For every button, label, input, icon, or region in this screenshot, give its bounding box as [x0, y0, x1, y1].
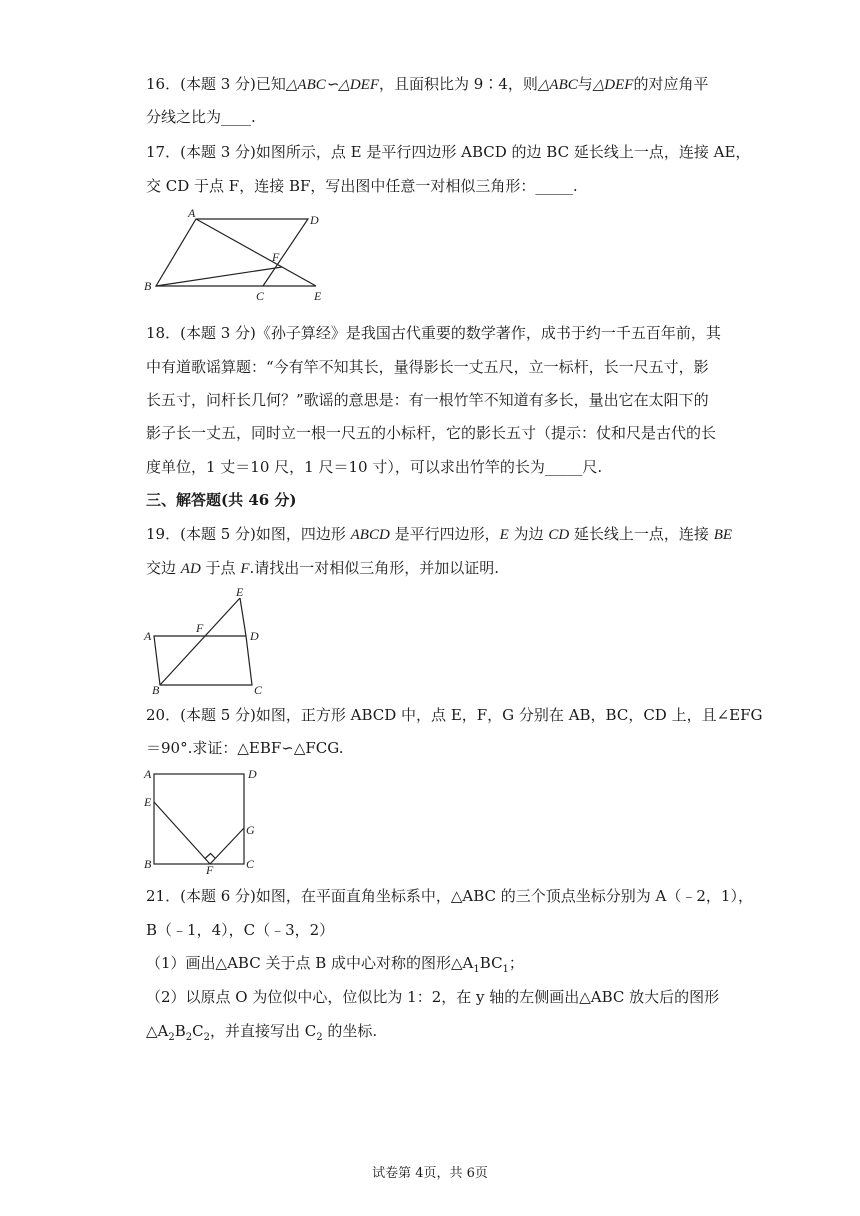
q17-figure: [138, 206, 338, 306]
q21-line-3: （1）画出△ABC 关于点 B 成中心对称的图形$\triangle A_1BC_1$；: [146, 954, 524, 975]
q19-line-2: 交边 AD 于点 F.请找出一对相似三角形，并加以证明.: [146, 559, 500, 577]
q20-segment-ef: [154, 802, 210, 864]
q21-line-4: （2）以原点 O 为位似中心，位似比为 1：2，在 y 轴的左侧画出△ABC 放大后的图形: [146, 988, 720, 1006]
q17-label-f: F: [272, 250, 280, 264]
page-footer: 试卷第 4页，共 6页: [372, 1166, 488, 1181]
section-heading: 三、解答题(共 46 分): [146, 491, 297, 509]
q16-line-1: 16．(本题 3 分)已知△ABC∽△DEF，且面积比为 9∶4，则△ABC与△DEF的对应角平: [146, 75, 709, 93]
q21-line-1: 21．(本题 6 分)如图，在平面直角坐标系中，△ABC 的三个顶点坐标分别为 A（﹣2，1），: [146, 887, 753, 905]
q21-line-2: B（﹣1，4），C（﹣3，2）: [146, 921, 335, 939]
q17-label-e: E: [314, 289, 322, 303]
q18-line-2: 中有道歌谣算题：“今有竿不知其长，量得影长一丈五尺，立一标杆，长一尺五寸，影: [146, 358, 709, 376]
q19-line-1: 19．(本题 5 分)如图，四边形 ABCD 是平行四边形，E 为边 CD 延长线上一点，连接 BE: [146, 525, 733, 543]
q20-line-2: ＝90°.求证：△EBF∽△FCG.: [146, 739, 344, 757]
q18-line-1: 18．(本题 3 分)《孙子算经》是我国古代重要的数学著作，成书于约一千五百年前，其: [146, 324, 721, 342]
q20-label-b: B: [144, 857, 152, 871]
q20-label-c: C: [246, 857, 255, 871]
q18-line-3: 长五寸，问杆长几何？”歌谣的意思是：有一根竹竿不知道有多长，量出它在太阳下的: [146, 391, 709, 409]
q20-square: [154, 774, 244, 864]
q20-line-1: 20．(本题 5 分)如图，正方形 ABCD 中，点 E，F，G 分别在 AB，BC，CD 上，且∠EFG: [146, 706, 763, 724]
q19-label-d: D: [250, 629, 259, 643]
q17-label-a: A: [188, 206, 196, 220]
q17-segment-ae: [196, 219, 316, 286]
q19-figure: [138, 584, 278, 696]
q19-extension-de: [240, 598, 246, 636]
q19-label-a: A: [144, 629, 152, 643]
q17-line-1: 17．(本题 3 分)如图所示，点 E 是平行四边形 ABCD 的边 BC 延长线上一点，连接 AE，: [146, 143, 751, 161]
q20-label-e: E: [144, 795, 152, 809]
q20-label-d: D: [248, 767, 257, 781]
q19-label-b: B: [152, 683, 160, 696]
q17-label-c: C: [256, 289, 265, 303]
q18-line-4: 影子长一丈五，同时立一根一尺五的小标杆，它的影长五寸（提示：仗和尺是古代的长: [146, 424, 717, 442]
q17-parallelogram: [156, 219, 308, 286]
q20-label-g: G: [246, 823, 255, 837]
q17-label-b: B: [144, 279, 152, 293]
q21-line-5: $\triangle A_2B_2C_2$，并直接写出 $C_2$ 的坐标.: [146, 1022, 378, 1043]
q17-segment-bf: [156, 267, 282, 286]
q19-label-f: F: [196, 621, 204, 635]
q20-right-angle-mark: [205, 854, 216, 859]
q20-figure: [138, 764, 268, 876]
q19-label-c: C: [254, 683, 263, 696]
q18-line-5: 度单位，1 丈＝10 尺，1 尺＝10 寸），可以求出竹竿的长为_____尺.: [146, 458, 603, 476]
q20-label-f: F: [206, 863, 214, 876]
q19-label-e: E: [236, 585, 244, 599]
q19-parallelogram: [154, 636, 252, 685]
q17-label-d: D: [310, 213, 319, 227]
q20-label-a: A: [144, 767, 152, 781]
q16-line-2: 分线之比为____.: [146, 108, 256, 126]
q19-segment-be: [160, 598, 240, 685]
q17-line-2: 交 CD 于点 F，连接 BF，写出图中任意一对相似三角形：_____.: [146, 177, 578, 195]
